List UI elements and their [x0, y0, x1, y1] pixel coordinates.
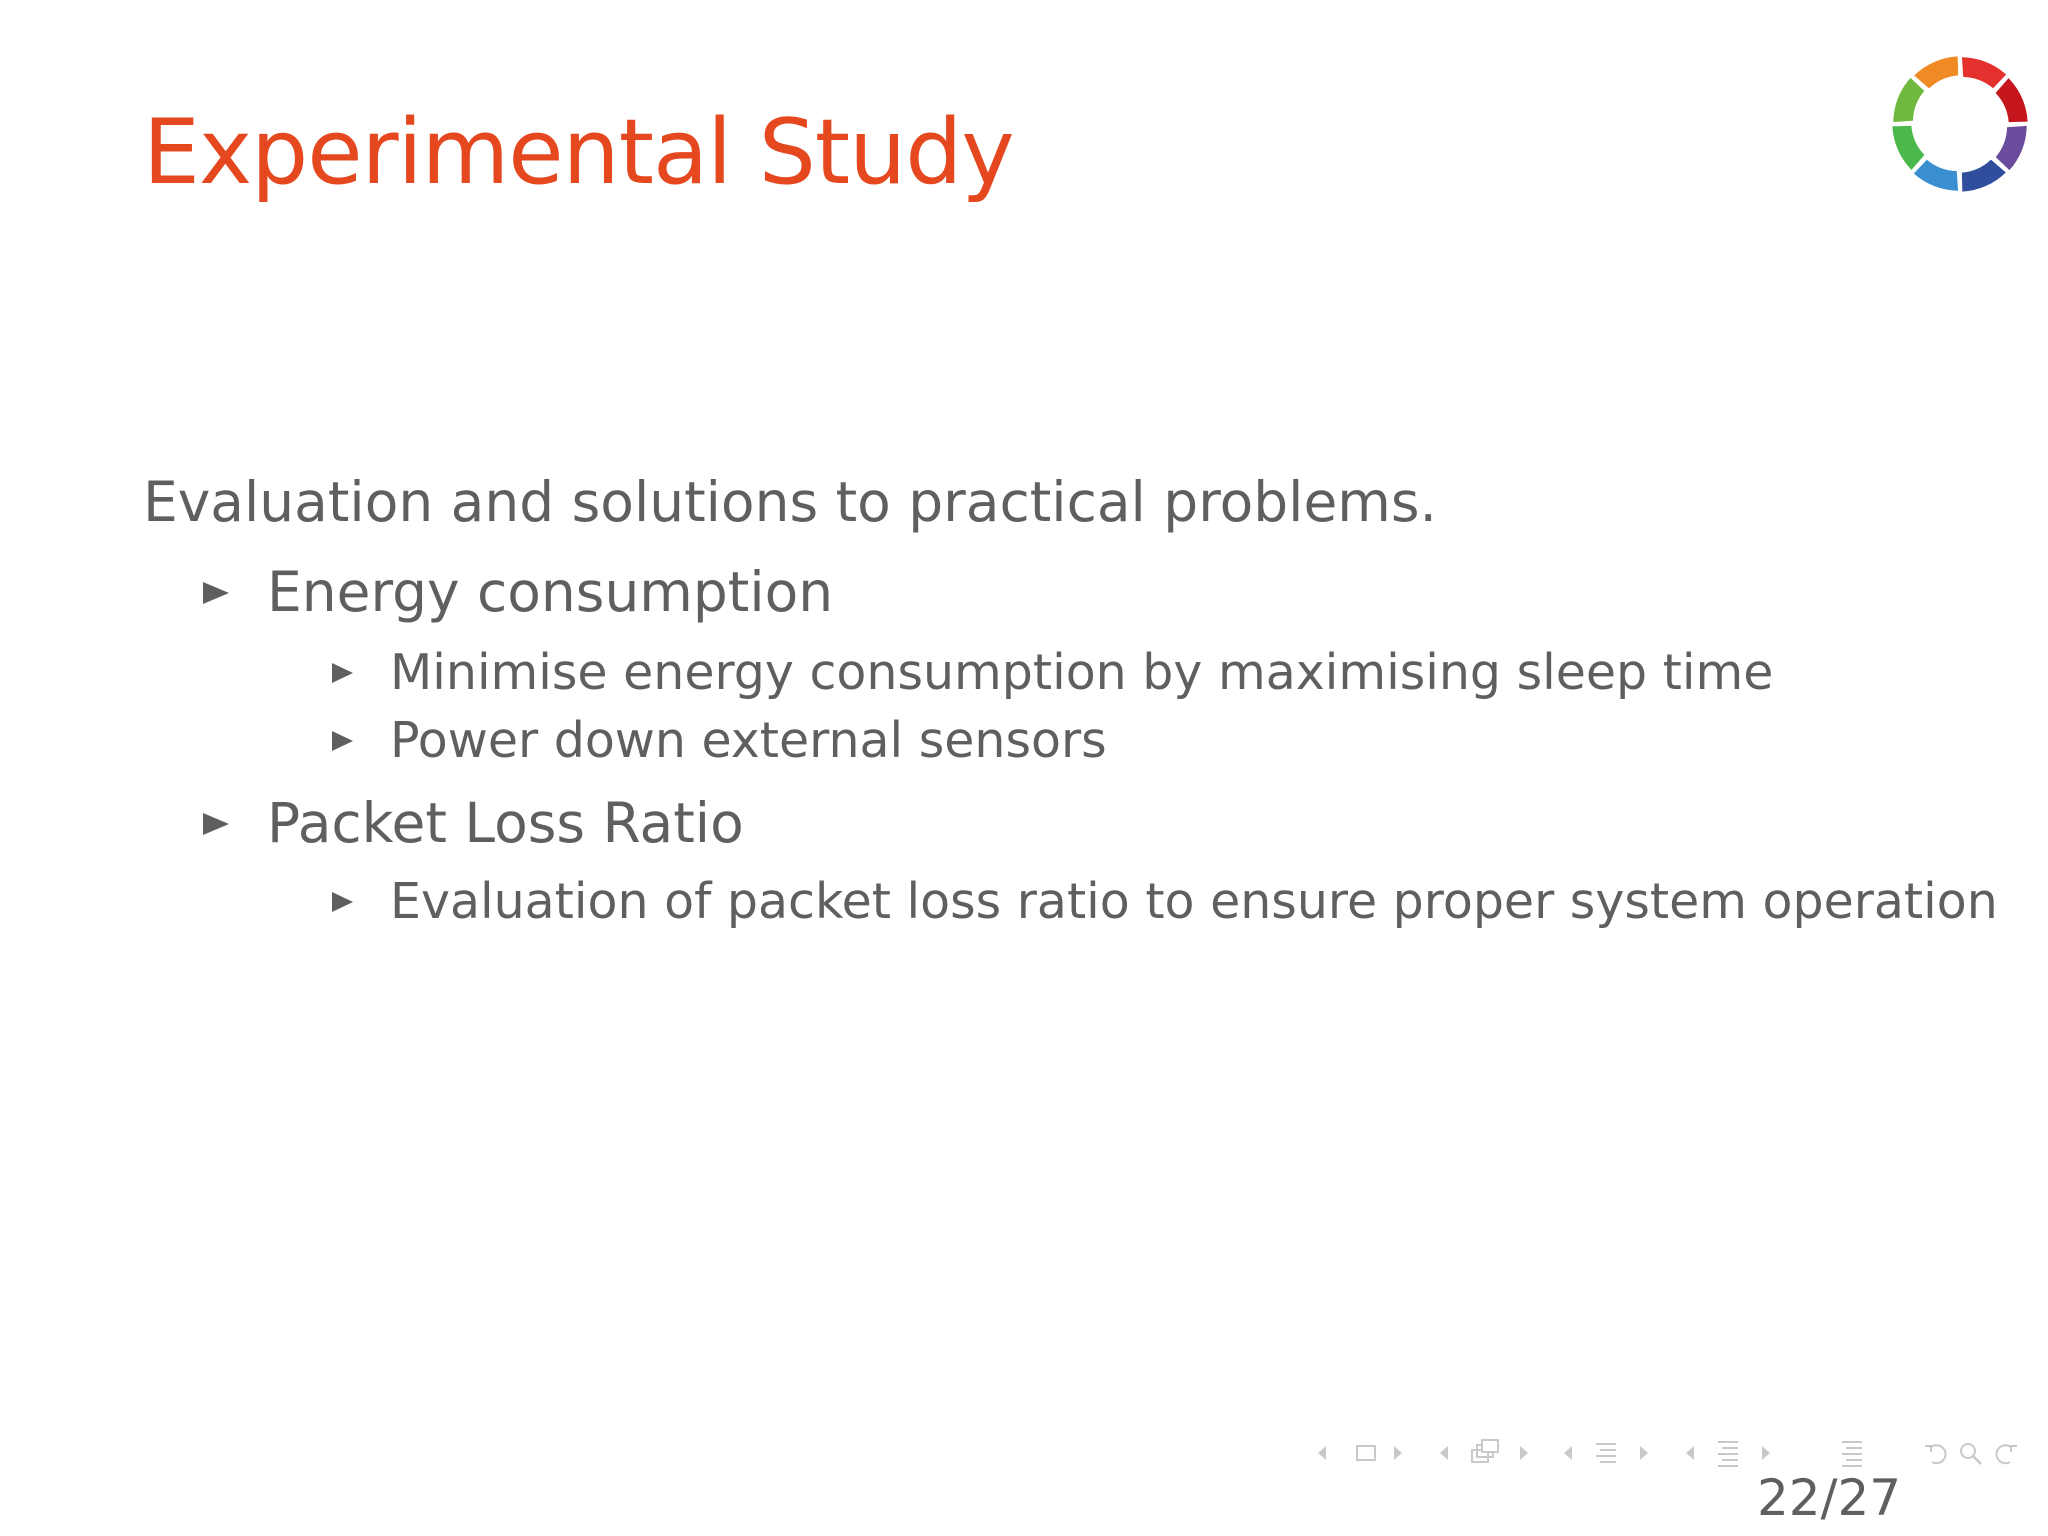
undo-icon[interactable]	[1922, 1436, 1952, 1470]
slide-title: Experimental Study	[143, 100, 1014, 205]
intro-text: Evaluation and solutions to practical problems.	[143, 470, 1438, 534]
nav-next-icon[interactable]	[1520, 1446, 1528, 1460]
document-list-icon[interactable]	[1714, 1436, 1742, 1470]
page-number: 22/27	[1757, 1469, 1902, 1527]
bullet-arrow-icon	[332, 731, 353, 751]
nav-next-icon[interactable]	[1640, 1446, 1648, 1460]
section-list-icon[interactable]	[1592, 1436, 1620, 1470]
item-label: Power down external sensors	[390, 712, 1107, 769]
bullet-arrow-icon	[332, 663, 353, 683]
redo-icon[interactable]	[1990, 1436, 2020, 1470]
section-label: Energy consumption	[267, 560, 834, 624]
align-icon[interactable]	[1838, 1436, 1866, 1470]
nav-next-icon[interactable]	[1394, 1446, 1402, 1460]
search-icon[interactable]	[1956, 1436, 1986, 1470]
nav-next-icon[interactable]	[1762, 1446, 1770, 1460]
frame-icon[interactable]	[1354, 1436, 1378, 1470]
subsection-icon[interactable]	[1468, 1436, 1502, 1470]
nav-prev-icon[interactable]	[1440, 1446, 1448, 1460]
logo-icon	[1880, 44, 2040, 204]
navigation-bar	[1318, 1436, 2038, 1470]
section-label: Packet Loss Ratio	[267, 791, 744, 855]
nav-prev-icon[interactable]	[1318, 1446, 1326, 1460]
item-label: Evaluation of packet loss ratio to ensure proper system operation	[390, 873, 1998, 930]
nav-prev-icon[interactable]	[1686, 1446, 1694, 1460]
bullet-arrow-icon	[203, 813, 229, 835]
bullet-arrow-icon	[332, 892, 353, 912]
item-label: Minimise energy consumption by maximising sleep time	[390, 644, 1774, 701]
bullet-arrow-icon	[203, 582, 229, 604]
nav-prev-icon[interactable]	[1564, 1446, 1572, 1460]
